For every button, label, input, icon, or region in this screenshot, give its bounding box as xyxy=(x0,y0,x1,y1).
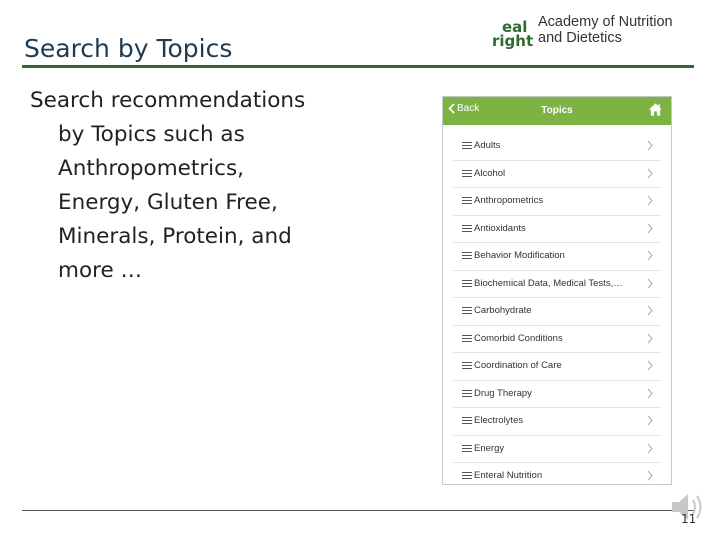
chevron-right-icon xyxy=(647,388,653,399)
chevron-right-icon xyxy=(647,415,653,426)
menu-lines-icon xyxy=(462,225,472,232)
page-number: 11 xyxy=(681,512,697,526)
chevron-right-icon xyxy=(647,223,653,234)
topic-label: Behavior Modification xyxy=(474,250,565,261)
topic-label: Anthropometrics xyxy=(474,195,544,206)
title-underline xyxy=(22,65,694,68)
body-line: Anthropometrics, xyxy=(58,156,244,181)
topic-label: Antioxidants xyxy=(474,222,526,234)
topic-item[interactable] xyxy=(453,243,661,271)
body-line: more … xyxy=(58,258,143,283)
home-button[interactable] xyxy=(648,102,663,122)
slide-title: Search by Topics xyxy=(24,34,233,63)
topic-label: Energy xyxy=(474,442,505,454)
chevron-right-icon xyxy=(647,278,653,289)
app-screenshot xyxy=(442,96,672,485)
topic-item[interactable] xyxy=(453,408,661,436)
menu-lines-icon xyxy=(462,142,472,149)
logo-line-1: Academy of Nutrition xyxy=(538,14,673,30)
menu-lines-icon xyxy=(462,170,472,177)
academy-logo xyxy=(492,14,692,54)
chevron-right-icon xyxy=(647,443,653,454)
logo-text xyxy=(538,14,673,46)
topic-item[interactable] xyxy=(453,161,661,189)
home-icon xyxy=(648,102,663,117)
menu-lines-icon xyxy=(462,307,472,314)
topics-list xyxy=(453,133,661,485)
topic-label: Biochemical Data, Medical Tests,… xyxy=(474,277,623,289)
body-line: Energy, Gluten Free, xyxy=(58,190,278,215)
topic-item[interactable] xyxy=(453,298,661,326)
topic-item[interactable] xyxy=(453,216,661,244)
menu-lines-icon xyxy=(462,197,472,204)
menu-lines-icon xyxy=(462,472,472,479)
logo-mark-bottom: right xyxy=(492,32,534,50)
chevron-right-icon xyxy=(647,168,653,179)
footer-rule xyxy=(22,510,694,511)
topic-label: Coordination of Care xyxy=(474,360,562,371)
topic-item[interactable] xyxy=(453,271,661,299)
menu-lines-icon xyxy=(462,362,472,369)
topic-label: Enteral Nutrition xyxy=(474,470,543,481)
chevron-right-icon xyxy=(647,333,653,344)
chevron-right-icon xyxy=(647,470,653,481)
topic-item[interactable] xyxy=(453,463,661,485)
topic-item[interactable] xyxy=(453,188,661,216)
app-header xyxy=(443,97,671,125)
body-line: Minerals, Protein, and xyxy=(58,224,292,249)
chevron-right-icon xyxy=(647,140,653,151)
menu-lines-icon xyxy=(462,252,472,259)
body-line: by Topics such as xyxy=(58,122,245,147)
menu-lines-icon xyxy=(462,335,472,342)
chevron-right-icon xyxy=(647,195,653,206)
topic-label: Drug Therapy xyxy=(474,387,532,399)
app-title: Topics xyxy=(541,105,573,116)
topic-item[interactable] xyxy=(453,326,661,354)
logo-line-2: and Dietetics xyxy=(538,30,622,46)
chevron-right-icon xyxy=(647,305,653,316)
topic-label: Electrolytes xyxy=(474,415,524,426)
logo-mark-top: eal xyxy=(502,18,528,36)
menu-lines-icon xyxy=(462,390,472,397)
topic-label: Alcohol xyxy=(474,167,506,179)
menu-lines-icon xyxy=(462,280,472,287)
chevron-right-icon xyxy=(647,360,653,371)
topic-item[interactable] xyxy=(453,133,661,161)
topic-label: Adults xyxy=(474,140,501,151)
menu-lines-icon xyxy=(462,445,472,452)
topic-item[interactable] xyxy=(453,436,661,464)
menu-lines-icon xyxy=(462,417,472,424)
topic-item[interactable] xyxy=(453,381,661,409)
chevron-right-icon xyxy=(647,250,653,261)
topic-item[interactable] xyxy=(453,353,661,381)
topic-label: Carbohydrate xyxy=(474,305,532,316)
body-line: Search recommendations xyxy=(30,88,306,113)
eal-logo-mark xyxy=(492,18,534,52)
topic-label: Comorbid Conditions xyxy=(474,332,563,344)
slide-body-text xyxy=(30,84,370,288)
back-label: Back xyxy=(457,103,480,114)
